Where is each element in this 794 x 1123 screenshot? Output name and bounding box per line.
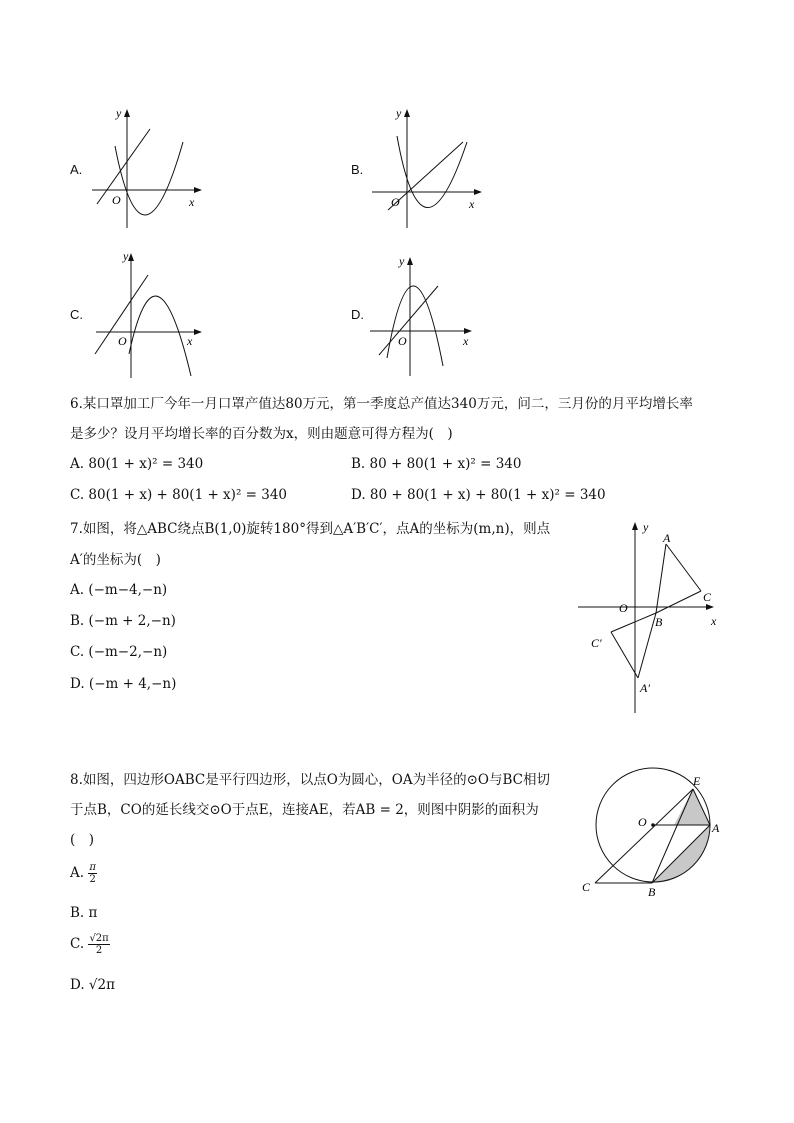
q5a-origin-label: O (112, 193, 121, 207)
q6-option-b[interactable]: B. 80 + 80(1 + x)² = 340 (351, 456, 522, 472)
q5c-y-label: y (123, 249, 129, 263)
q7-option-d[interactable]: D. (−m + 4,−n) (70, 676, 177, 692)
q8-fig-e-label: E (693, 774, 701, 788)
q8-option-b[interactable]: B. π (70, 905, 98, 921)
q5b-x-label: x (469, 197, 475, 211)
q8-option-a-fraction (88, 862, 97, 885)
q5d-x-label: x (463, 334, 469, 348)
q7-fig-a-label: A (663, 531, 671, 545)
q7-option-b[interactable]: B. (−m + 2,−n) (70, 613, 176, 629)
q7-option-c[interactable]: C. (−m−2,−n) (70, 644, 168, 660)
q5d-origin-label: O (398, 334, 407, 348)
q5c-origin-label: O (118, 334, 127, 348)
q5b-origin-label: O (391, 195, 400, 209)
q7-figure (570, 515, 730, 720)
q5-graph-b (368, 104, 488, 232)
q7-stem-line2: A′的坐标为( ) (70, 552, 161, 568)
q8-option-c-numerator: √2π (89, 933, 109, 944)
q8-option-c-prefix: C. (70, 936, 85, 952)
q8-fig-b-label: B (648, 885, 656, 899)
q5a-y-label: y (116, 106, 122, 120)
q7-fig-x-label: x (711, 614, 717, 628)
q7-stem-line1: 7.如图，将△ABC绕点B(1,0)旋转180°得到△A′B′C′，点A的坐标为(m,n)，则点 (70, 521, 551, 537)
q5c-x-label: x (187, 334, 193, 348)
q7-fig-c-prime-label: C′ (591, 636, 602, 650)
q8-option-a-prefix: A. (70, 865, 85, 881)
q8-option-c[interactable] (70, 933, 110, 956)
q8-option-a-denominator: 2 (89, 874, 96, 885)
q7-fig-y-label: y (643, 520, 649, 534)
q8-option-d[interactable]: D. √2π (70, 977, 115, 993)
q5-graph-a (88, 104, 208, 232)
q7-fig-c-label: C (703, 590, 712, 604)
q7-fig-origin-label: O (619, 601, 628, 615)
q5-graph-c (90, 244, 210, 380)
q6-stem-line1: 6.某口罩加工厂今年一月口罩产值达80万元，第一季度总产值达340万元，问二，三月份的月平均增长率 (70, 396, 693, 412)
q5-option-d-label: D. (351, 307, 364, 322)
q8-stem-line3: ( ) (70, 832, 95, 848)
q8-fig-o-label: O (638, 815, 647, 829)
q7-fig-a-prime-label: A′ (640, 681, 650, 695)
q8-option-c-denominator: 2 (95, 945, 103, 956)
q7-option-a[interactable]: A. (−m−4,−n) (70, 582, 168, 598)
q6-option-a[interactable]: A. 80(1 + x)² = 340 (70, 456, 204, 472)
q5-graph-d (366, 248, 486, 378)
q7-fig-b-label: B (655, 615, 663, 629)
q5d-y-label: y (399, 254, 405, 268)
q5-option-a-label: A. (70, 162, 83, 177)
q5-option-b-label: B. (351, 162, 364, 177)
q8-stem-line2: 于点B，CO的延长线交⊙O于点E，连接AE，若AB = 2，则图中阴影的面积为 (70, 802, 539, 818)
q8-figure (578, 765, 738, 905)
q5b-y-label: y (396, 106, 402, 120)
q5-option-c-label: C. (70, 307, 83, 322)
q8-option-c-fraction (88, 933, 109, 956)
q6-stem-line2: 是多少？设月平均增长率的百分数为x，则由题意可得方程为( ) (70, 426, 453, 442)
q6-option-c[interactable]: C. 80(1 + x) + 80(1 + x)² = 340 (70, 487, 288, 503)
q8-option-a[interactable] (70, 862, 97, 885)
q8-fig-c-label: C (582, 880, 591, 894)
q8-option-a-numerator: π (89, 862, 96, 873)
q8-fig-a-label: A (712, 821, 720, 835)
q8-stem-line1: 8.如图，四边形OABC是平行四边形，以点O为圆心，OA为半径的⊙O与BC相切 (70, 772, 550, 788)
q6-option-d[interactable]: D. 80 + 80(1 + x) + 80(1 + x)² = 340 (351, 487, 606, 503)
q5a-x-label: x (189, 195, 195, 209)
